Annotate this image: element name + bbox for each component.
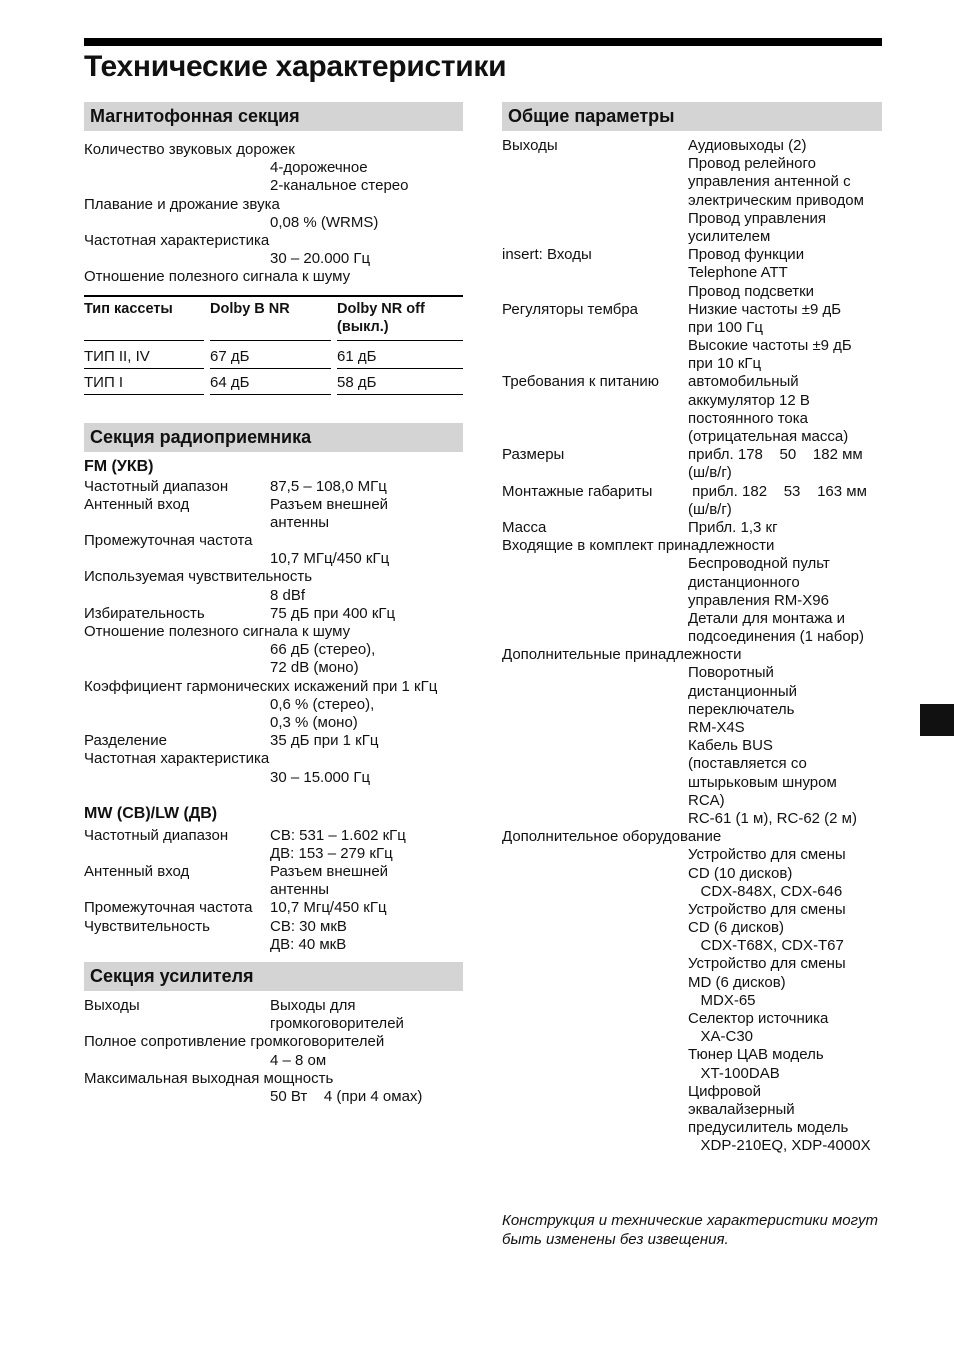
spec-line bbox=[502, 355, 882, 373]
spec-line bbox=[502, 483, 882, 501]
spec-line bbox=[84, 550, 463, 568]
spec-value: 35 дБ при 1 кГц bbox=[270, 732, 379, 750]
spec-line bbox=[502, 501, 882, 519]
spec-value: 66 дБ (стерео), bbox=[270, 641, 376, 659]
spec-value: MD (6 дисков) bbox=[688, 973, 786, 991]
spec-value: (ш/в/г) bbox=[688, 464, 732, 482]
spec-line bbox=[84, 659, 463, 677]
spec-line bbox=[502, 955, 882, 973]
spec-line bbox=[84, 159, 463, 177]
spec-line bbox=[502, 246, 882, 264]
spec-value: (поставляется со bbox=[688, 755, 807, 773]
spec-value: прибл. 178 50 182 мм bbox=[688, 446, 863, 464]
fm-subheading: FM (УКВ) bbox=[84, 457, 154, 475]
spec-line bbox=[84, 881, 463, 899]
spec-line bbox=[502, 883, 882, 901]
table-cell: 61 дБ bbox=[337, 348, 463, 369]
spec-line bbox=[84, 177, 463, 195]
spec-value: антенны bbox=[270, 881, 330, 899]
spec-line bbox=[84, 196, 463, 214]
spec-value: Селектор источника bbox=[688, 1010, 829, 1027]
spec-line bbox=[502, 373, 882, 391]
spec-value: RCA) bbox=[688, 791, 725, 809]
spec-line bbox=[502, 1065, 882, 1083]
spec-line bbox=[502, 974, 882, 992]
spec-value: XA-C30 bbox=[688, 1028, 754, 1046]
spec-line bbox=[502, 283, 882, 301]
spec-line bbox=[502, 173, 882, 191]
general-section-heading: Общие параметры bbox=[502, 102, 882, 131]
amp-spec-lines bbox=[84, 997, 463, 1106]
spec-line bbox=[502, 810, 882, 828]
spec-line bbox=[84, 496, 463, 514]
spec-value: 4 – 8 ом bbox=[270, 1051, 327, 1069]
table-cell: ТИП II, IV bbox=[84, 348, 204, 369]
spec-label: Масса bbox=[502, 518, 547, 536]
spec-label: Разделение bbox=[84, 732, 167, 750]
spec-value: 10,7 Мгц/450 кГц bbox=[270, 899, 387, 917]
spec-value: управления антенной с bbox=[688, 173, 851, 191]
spec-label: Требования к питанию bbox=[502, 373, 660, 391]
spec-line bbox=[502, 537, 882, 555]
spec-value: 0,6 % (стерео), bbox=[270, 695, 375, 713]
spec-line bbox=[502, 992, 882, 1010]
spec-value: антенны bbox=[270, 513, 330, 531]
spec-line bbox=[84, 214, 463, 232]
spec-line bbox=[502, 337, 882, 355]
spec-line bbox=[84, 1052, 463, 1070]
spec-value: Выходы для bbox=[270, 997, 356, 1014]
spec-line bbox=[502, 1119, 882, 1137]
amp-section-heading: Секция усилителя bbox=[84, 962, 463, 991]
spec-label: Коэффициент гармонических искажений при 1 кГц bbox=[84, 677, 438, 695]
table-cell: 67 дБ bbox=[210, 348, 331, 369]
spec-line bbox=[84, 936, 463, 954]
table-cell: ТИП I bbox=[84, 374, 204, 395]
mw-lw-spec-lines bbox=[84, 827, 463, 954]
spec-label: insert: Входы bbox=[502, 246, 592, 264]
spec-value: 30 – 15.000 Гц bbox=[270, 768, 371, 786]
spec-line bbox=[84, 587, 463, 605]
spec-value: 50 Вт 4 (при 4 омах) bbox=[270, 1087, 423, 1105]
spec-value: прибл. 182 53 163 мм bbox=[688, 482, 867, 500]
spec-value: при 100 Гц bbox=[688, 318, 763, 336]
table-header: Тип кассеты bbox=[84, 300, 204, 341]
spec-label: Частотный диапазон bbox=[84, 826, 229, 844]
page-title: Технические характеристики bbox=[84, 50, 507, 83]
spec-label: Максимальная выходная мощность bbox=[84, 1069, 334, 1087]
spec-value: Прибл. 1,3 кг bbox=[688, 518, 778, 536]
spec-value: 10,7 МГц/450 кГц bbox=[270, 550, 390, 568]
spec-label: Частотная характеристика bbox=[84, 750, 270, 768]
spec-line bbox=[502, 646, 882, 664]
spec-line bbox=[84, 641, 463, 659]
left-column bbox=[84, 102, 463, 1106]
spec-value: Низкие частоты ±9 дБ bbox=[688, 300, 842, 318]
spec-line bbox=[502, 1083, 882, 1101]
spec-line bbox=[502, 792, 882, 810]
tape-spec-lines bbox=[84, 141, 463, 287]
spec-line bbox=[502, 828, 882, 846]
spec-line bbox=[502, 737, 882, 755]
spec-value: RM-X4S bbox=[688, 719, 745, 736]
spec-value: Детали для монтажа и bbox=[688, 609, 846, 627]
spec-line bbox=[502, 628, 882, 646]
spec-value: 87,5 – 108,0 МГц bbox=[270, 477, 387, 495]
spec-value: Аудиовыходы (2) bbox=[688, 137, 807, 154]
table-header: Dolby NR off (выкл.) bbox=[337, 300, 463, 341]
spec-value: СВ: 531 – 1.602 кГц bbox=[270, 826, 406, 844]
spec-line bbox=[84, 478, 463, 496]
spec-value: MDX-65 bbox=[688, 991, 756, 1009]
spec-line bbox=[502, 755, 882, 773]
table-cell: 58 дБ bbox=[337, 374, 463, 395]
table-cell: 64 дБ bbox=[210, 374, 331, 395]
spec-value: 0,08 % (WRMS) bbox=[270, 213, 379, 231]
footnote: Конструкция и технические характеристики могут быть изменены без извещения. bbox=[502, 1212, 879, 1248]
spec-line bbox=[502, 919, 882, 937]
spec-line bbox=[502, 592, 882, 610]
spec-line bbox=[84, 532, 463, 550]
spec-line bbox=[502, 846, 882, 864]
spec-value: (отрицательная масса) bbox=[688, 428, 849, 445]
spec-label: Дополнительное оборудование bbox=[502, 828, 722, 846]
spec-line bbox=[84, 863, 463, 881]
spec-line bbox=[84, 732, 463, 750]
spec-label: Частотная характеристика bbox=[84, 231, 270, 249]
spec-value: СВ: 30 мкВ bbox=[270, 917, 347, 935]
spec-line bbox=[84, 268, 463, 286]
spec-line bbox=[502, 555, 882, 573]
spec-value: CDX-T68X, CDX-T67 bbox=[688, 937, 844, 955]
fm-spec-lines bbox=[84, 478, 463, 787]
spec-label: Антенный вход bbox=[84, 495, 190, 513]
spec-label: Выходы bbox=[84, 997, 140, 1014]
spec-value: электрическим приводом bbox=[688, 191, 864, 209]
spec-line bbox=[84, 514, 463, 532]
spec-value: автомобильный bbox=[688, 373, 799, 391]
spec-value: Беспроводной пульт bbox=[688, 555, 830, 573]
spec-value: предусилитель модель bbox=[688, 1119, 849, 1137]
spec-line bbox=[502, 464, 882, 482]
spec-label: Размеры bbox=[502, 446, 565, 464]
spec-label: Количество звуковых дорожек bbox=[84, 141, 295, 158]
spec-line bbox=[84, 623, 463, 641]
spec-value: 8 dBf bbox=[270, 586, 306, 604]
spec-label: Чувствительность bbox=[84, 917, 210, 935]
spec-value: Telephone ATT bbox=[688, 264, 788, 282]
spec-line bbox=[502, 319, 882, 337]
spec-value: 0,3 % (моно) bbox=[270, 713, 358, 731]
spec-value: (ш/в/г) bbox=[688, 500, 732, 518]
spec-label: Полное сопротивление громкоговорителей bbox=[84, 1033, 385, 1051]
spec-line bbox=[84, 605, 463, 623]
spec-label: Отношение полезного сигнала к шуму bbox=[84, 623, 351, 640]
spec-line bbox=[502, 519, 882, 537]
spec-line bbox=[502, 1046, 882, 1064]
spec-label: Входящие в комплект принадлежности bbox=[502, 537, 775, 555]
spec-value: Устройство для смены bbox=[688, 955, 846, 973]
spec-line bbox=[502, 446, 882, 464]
cassette-snr-table bbox=[84, 295, 463, 397]
spec-line bbox=[502, 301, 882, 319]
spec-line bbox=[84, 1015, 463, 1033]
spec-value: управления RM-X96 bbox=[688, 591, 829, 609]
spec-value: дистанционного bbox=[688, 573, 800, 591]
tape-section-heading: Магнитофонная секция bbox=[84, 102, 463, 131]
spec-value: Разъем внешней bbox=[270, 495, 389, 513]
spec-value: 2-канальное стерео bbox=[270, 177, 409, 195]
spec-value: дистанционный bbox=[688, 682, 797, 700]
spec-value: эквалайзерный bbox=[688, 1100, 795, 1118]
spec-value: Высокие частоты ±9 дБ bbox=[688, 337, 852, 355]
spec-line bbox=[502, 719, 882, 737]
spec-line bbox=[502, 155, 882, 173]
spec-value: 4-дорожечное bbox=[270, 159, 368, 177]
spec-value: Цифровой bbox=[688, 1082, 762, 1100]
table-row bbox=[84, 371, 463, 397]
title-rule bbox=[84, 38, 882, 46]
spec-label: Плавание и дрожание звука bbox=[84, 195, 280, 213]
spec-label: Монтажные габариты bbox=[502, 482, 653, 500]
spec-line bbox=[502, 865, 882, 883]
spec-line bbox=[502, 1101, 882, 1119]
spec-label: Антенный вход bbox=[84, 863, 190, 881]
spec-value: Поворотный bbox=[688, 664, 774, 682]
spec-line bbox=[84, 827, 463, 845]
spec-line bbox=[84, 769, 463, 787]
spec-line bbox=[502, 774, 882, 792]
spec-value: громкоговорителей bbox=[270, 1015, 404, 1033]
spec-value: XT-100DAB bbox=[688, 1064, 780, 1082]
spec-value: CDX-848X, CDX-646 bbox=[688, 882, 843, 900]
table-header-row bbox=[84, 296, 463, 345]
spec-line bbox=[502, 1028, 882, 1046]
spec-line bbox=[84, 714, 463, 732]
spec-value: при 10 кГц bbox=[688, 355, 762, 373]
spec-value: Тюнер ЦАВ модель bbox=[688, 1046, 824, 1064]
spec-value: подсоединения (1 набор) bbox=[688, 628, 865, 646]
spec-value: Провод управления bbox=[688, 209, 827, 227]
spec-line bbox=[502, 410, 882, 428]
spec-value: 75 дБ при 400 кГц bbox=[270, 604, 396, 622]
mw-lw-subheading: MW (СВ)/LW (ДВ) bbox=[84, 804, 218, 822]
spec-line bbox=[84, 899, 463, 917]
spec-value: 30 – 20.000 Гц bbox=[270, 250, 371, 268]
spec-line bbox=[502, 210, 882, 228]
table-header: Dolby B NR bbox=[210, 300, 331, 341]
spec-value: Провод подсветки bbox=[688, 282, 815, 300]
spec-line bbox=[502, 137, 882, 155]
spec-line bbox=[84, 750, 463, 768]
spec-label: Выходы bbox=[502, 137, 558, 154]
spec-line bbox=[502, 264, 882, 282]
spec-label: Промежуточная частота bbox=[84, 532, 253, 550]
spec-line bbox=[84, 678, 463, 696]
spec-line bbox=[502, 901, 882, 919]
spec-line bbox=[84, 141, 463, 159]
spec-value: Устройство для смены bbox=[688, 900, 846, 918]
spec-line bbox=[84, 232, 463, 250]
spec-value: переключатель bbox=[688, 700, 795, 718]
right-column bbox=[502, 102, 882, 1156]
spec-value: усилителем bbox=[688, 227, 771, 245]
spec-line bbox=[84, 845, 463, 863]
spec-line bbox=[84, 1088, 463, 1106]
spec-line bbox=[84, 696, 463, 714]
spec-value: RC-61 (1 м), RC-62 (2 м) bbox=[688, 809, 857, 827]
spec-line bbox=[84, 568, 463, 586]
spec-label: Избирательность bbox=[84, 604, 205, 622]
spec-line bbox=[502, 1137, 882, 1155]
spec-value: Устройство для смены bbox=[688, 846, 846, 864]
spec-line bbox=[502, 428, 882, 446]
spec-line bbox=[84, 1070, 463, 1088]
spec-value: Кабель BUS bbox=[688, 737, 773, 755]
spec-value: постоянного тока bbox=[688, 409, 808, 427]
spec-value: CD (6 дисков) bbox=[688, 919, 785, 937]
spec-line bbox=[502, 228, 882, 246]
spec-value: ДВ: 40 мкВ bbox=[270, 935, 347, 953]
spec-label: Частотный диапазон bbox=[84, 477, 229, 495]
spec-value: Разъем внешней bbox=[270, 863, 389, 881]
spec-value: штырьковым шнуром bbox=[688, 773, 837, 791]
spec-line bbox=[84, 918, 463, 936]
spec-value: 72 dB (моно) bbox=[270, 659, 359, 677]
spec-line bbox=[502, 937, 882, 955]
spec-label: Используемая чувствительность bbox=[84, 568, 313, 586]
table-row bbox=[84, 345, 463, 371]
page-edge-tab bbox=[920, 704, 954, 736]
spec-value: XDP-210EQ, XDP-4000X bbox=[688, 1137, 871, 1155]
spec-line bbox=[84, 1033, 463, 1051]
spec-line bbox=[502, 610, 882, 628]
spec-label: Отношение полезного сигнала к шуму bbox=[84, 268, 351, 286]
spec-label: Промежуточная частота bbox=[84, 899, 253, 917]
spec-line bbox=[84, 997, 463, 1015]
general-spec-lines bbox=[502, 137, 882, 1156]
spec-line bbox=[502, 192, 882, 210]
spec-label: Дополнительные принадлежности bbox=[502, 646, 742, 664]
spec-value: аккумулятор 12 В bbox=[688, 391, 810, 409]
spec-line bbox=[502, 1010, 882, 1028]
spec-value: Провод релейного bbox=[688, 155, 816, 173]
spec-value: ДВ: 153 – 279 кГц bbox=[270, 844, 393, 862]
spec-value: Провод функции bbox=[688, 246, 805, 264]
spec-line bbox=[502, 664, 882, 682]
spec-line bbox=[84, 250, 463, 268]
spec-line bbox=[502, 392, 882, 410]
tuner-section-heading: Секция радиоприемника bbox=[84, 423, 463, 452]
spec-line bbox=[502, 683, 882, 701]
spec-label: Регуляторы тембра bbox=[502, 300, 639, 318]
spec-line bbox=[502, 574, 882, 592]
spec-value: CD (10 дисков) bbox=[688, 864, 793, 882]
spec-line bbox=[502, 701, 882, 719]
